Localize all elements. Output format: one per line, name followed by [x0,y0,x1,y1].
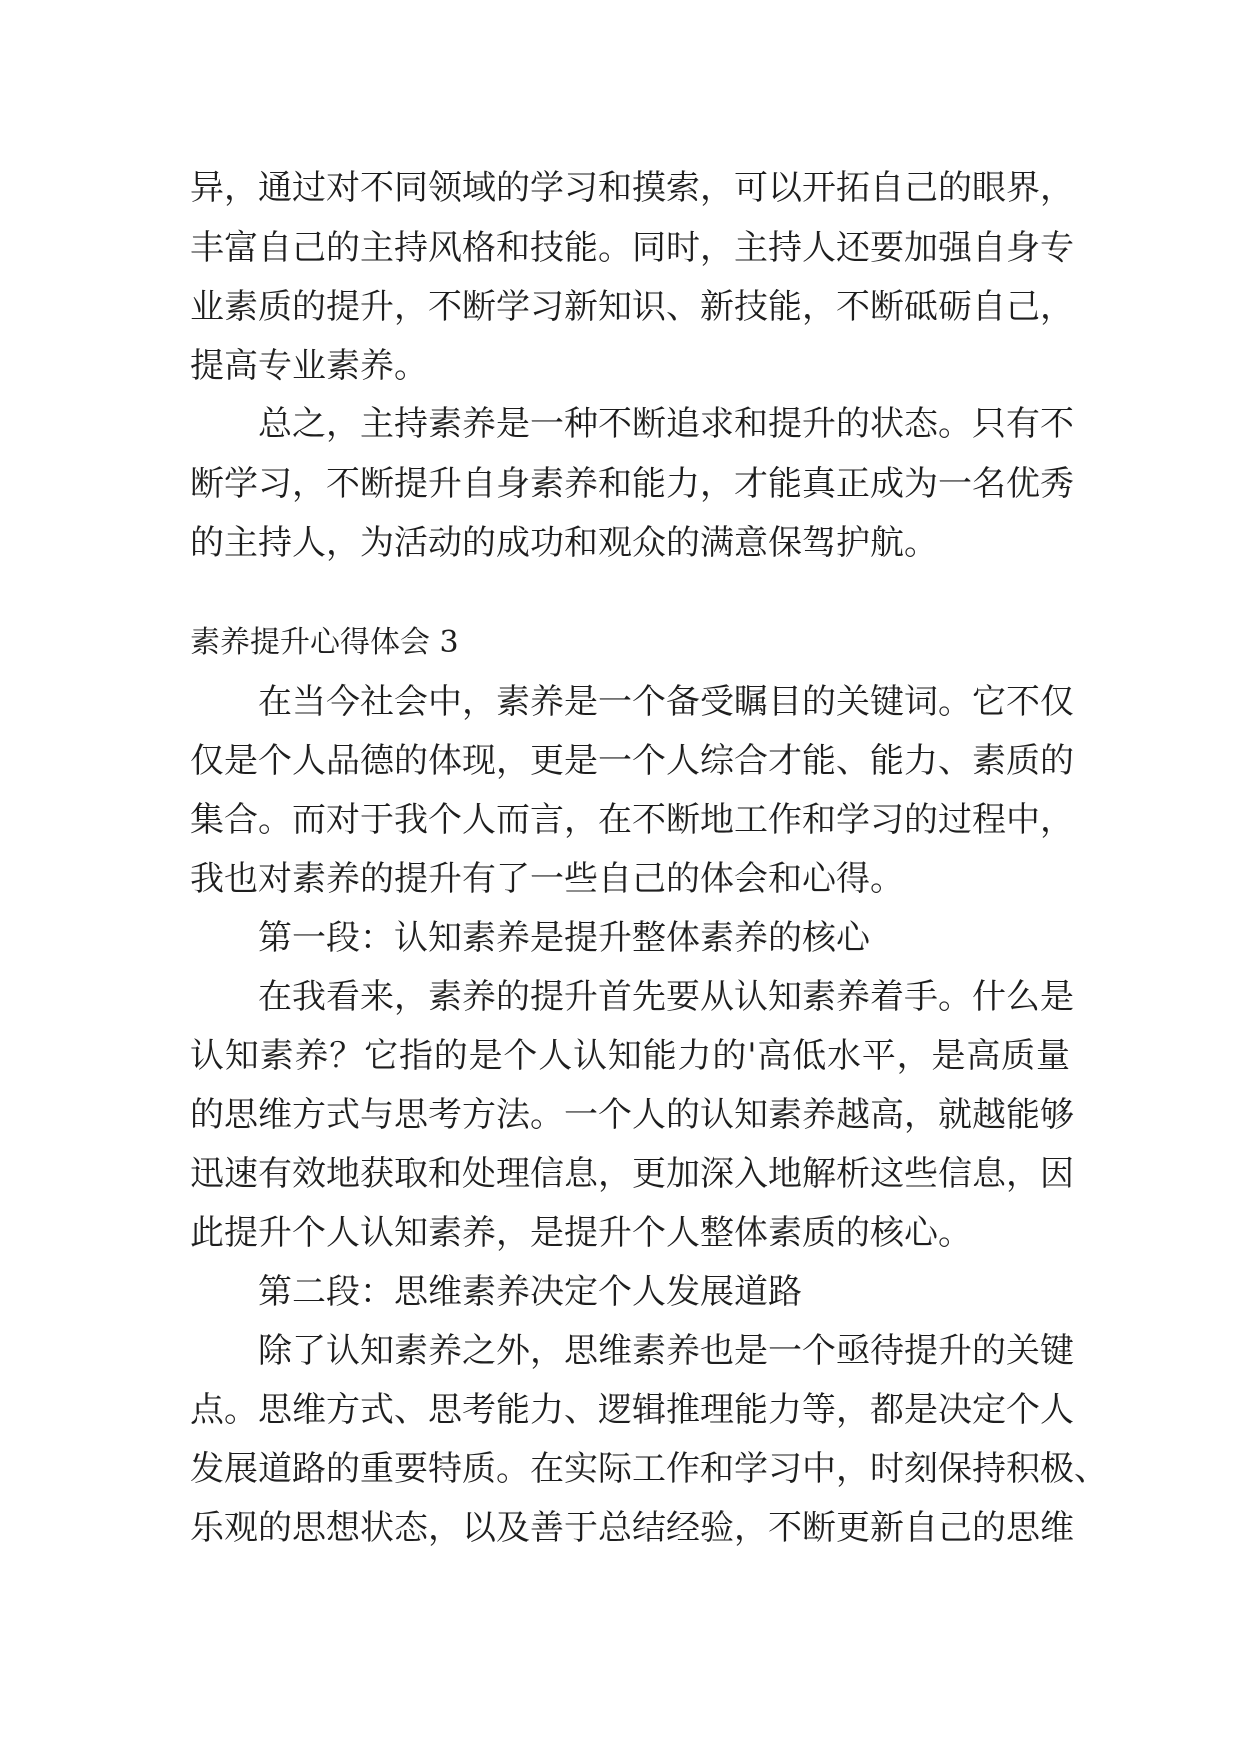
paragraph-4-line-3: 的思维方式与思考方法。一个人的认知素养越高，就越能够 [190,1095,1074,1135]
paragraph-5-line-2: 点。思维方式、思考能力、逻辑推理能力等，都是决定个人 [190,1390,1074,1430]
paragraph-5-line-4: 乐观的思想状态，以及善于总结经验，不断更新自己的思维 [190,1508,1074,1548]
paragraph-3-line-1: 在当今社会中，素养是一个备受瞩目的关键词。它不仅 [258,682,1074,722]
paragraph-1-line-1: 异，通过对不同领域的学习和摸索，可以开拓自己的眼界， [190,168,1074,208]
paragraph-2-line-1: 总之，主持素养是一种不断追求和提升的状态。只有不 [258,404,1074,444]
subheading-1: 第一段：认知素养是提升整体素养的核心 [258,918,870,958]
section-heading: 素养提升心得体会 3 [190,625,459,660]
paragraph-4-line-2: 认知素养？它指的是个人认知能力的'高低水平，是高质量 [190,1036,1070,1076]
paragraph-3-line-4: 我也对素养的提升有了一些自己的体会和心得。 [190,859,904,899]
paragraph-1-line-2: 丰富自己的主持风格和技能。同时，主持人还要加强自身专 [190,228,1074,268]
paragraph-3-line-3: 集合。而对于我个人而言，在不断地工作和学习的过程中， [190,800,1074,840]
paragraph-4-line-1: 在我看来，素养的提升首先要从认知素养着手。什么是 [258,977,1074,1017]
subheading-2: 第二段：思维素养决定个人发展道路 [258,1272,802,1312]
paragraph-2-line-3: 的主持人，为活动的成功和观众的满意保驾护航。 [190,523,938,563]
paragraph-4-line-5: 此提升个人认知素养，是提升个人整体素质的核心。 [190,1213,972,1253]
paragraph-5-line-3: 发展道路的重要特质。在实际工作和学习中，时刻保持积极、 [190,1449,1108,1489]
paragraph-1-line-4: 提高专业素养。 [190,346,428,386]
paragraph-3-line-2: 仅是个人品德的体现，更是一个人综合才能、能力、素质的 [190,741,1074,781]
paragraph-4-line-4: 迅速有效地获取和处理信息，更加深入地解析这些信息，因 [190,1154,1074,1194]
paragraph-1-line-3: 业素质的提升，不断学习新知识、新技能，不断砥砺自己， [190,287,1074,327]
paragraph-5-line-1: 除了认知素养之外，思维素养也是一个亟待提升的关键 [258,1331,1074,1371]
paragraph-2-line-2: 断学习，不断提升自身素养和能力，才能真正成为一名优秀 [190,464,1074,504]
